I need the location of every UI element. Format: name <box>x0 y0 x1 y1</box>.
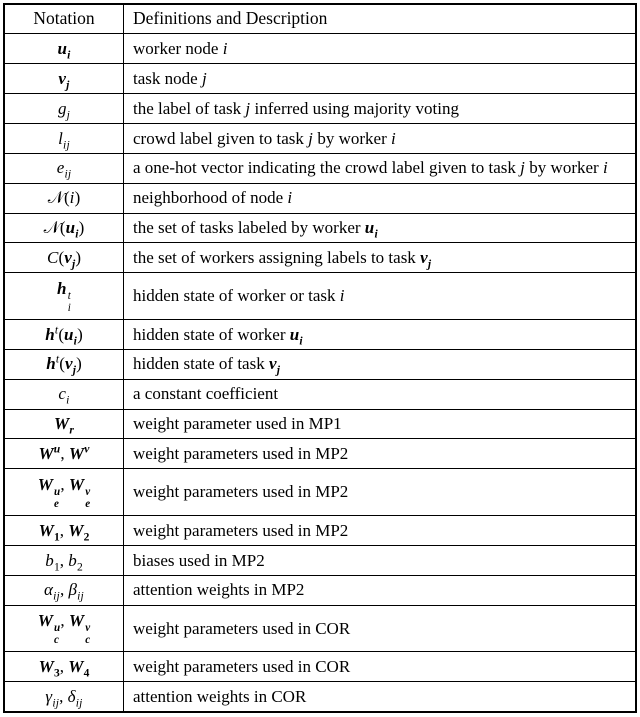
description-cell: crowd label given to task j by worker i <box>124 123 637 153</box>
table-row <box>4 681 636 712</box>
notation-cell: $b_1$, $b_2$ <box>4 545 124 575</box>
table-header <box>4 4 636 33</box>
description-cell: the set of tasks labeled by worker $u_i$ <box>124 213 637 243</box>
notation-cell: $C(v_j)$ <box>4 243 124 273</box>
table-row <box>4 515 636 545</box>
description-cell: the label of task j inferred using majority voting <box>124 93 637 123</box>
notation-cell: W u c , W v c <box>4 605 124 651</box>
table-row <box>4 243 636 273</box>
description-cell: weight parameters used in COR <box>124 605 637 651</box>
table-row <box>4 545 636 575</box>
table-row <box>4 651 636 681</box>
definitions-column-header: Definitions and Description <box>124 4 637 33</box>
table-row <box>4 183 636 213</box>
notation-cell: W u e , W v e <box>4 469 124 515</box>
notation-cell: $h^t(u_i)$ <box>4 319 124 349</box>
table-row <box>4 93 636 123</box>
description-cell: neighborhood of node i <box>124 183 637 213</box>
notation-cell: $𝒩(u_i)$ <box>4 213 124 243</box>
table-row <box>4 319 636 349</box>
table-row <box>4 409 636 439</box>
notation-cell: $W_r$ <box>4 409 124 439</box>
notation-cell: $u_i$ <box>4 33 124 63</box>
table-row <box>4 213 636 243</box>
notation-cell: $h^t(v_j)$ <box>4 349 124 379</box>
notation-cell: $c_i$ <box>4 379 124 409</box>
description-cell: hidden state of worker $u_i$ <box>124 319 637 349</box>
description-cell: weight parameters used in MP2 <box>124 469 637 515</box>
notation-cell: $v_j$ <box>4 63 124 93</box>
description-cell: weight parameter used in MP1 <box>124 409 637 439</box>
notation-cell: $g_j$ <box>4 93 124 123</box>
table-body <box>4 33 636 712</box>
description-cell: worker node i <box>124 33 637 63</box>
notation-column-header: Notation <box>4 4 124 33</box>
notation-cell: $l_{ij}$ <box>4 123 124 153</box>
header-row <box>4 4 636 33</box>
description-cell: hidden state of worker or task i <box>124 273 637 319</box>
notation-table <box>3 3 637 713</box>
notation-cell: $W^u$, $W^v$ <box>4 439 124 469</box>
notation-cell: $W_3$, $W_4$ <box>4 651 124 681</box>
table-row <box>4 469 636 515</box>
description-cell: attention weights in COR <box>124 681 637 712</box>
table-row <box>4 349 636 379</box>
table-row <box>4 33 636 63</box>
table-row <box>4 63 636 93</box>
notation-cell: 𝒩(i) <box>4 183 124 213</box>
table-row <box>4 439 636 469</box>
notation-cell: $\gamma_{ij}$, $\delta_{ij}$ <box>4 681 124 712</box>
table-row <box>4 605 636 651</box>
description-cell: attention weights in MP2 <box>124 575 637 605</box>
notation-cell: h t i <box>4 273 124 319</box>
notation-cell: $W_1$, $W_2$ <box>4 515 124 545</box>
description-cell: hidden state of task $v_j$ <box>124 349 637 379</box>
table-row <box>4 153 636 183</box>
table-row <box>4 575 636 605</box>
description-cell: the set of workers assigning labels to task $v_j$ <box>124 243 637 273</box>
notation-cell: $e_{ij}$ <box>4 153 124 183</box>
description-cell: weight parameters used in MP2 <box>124 439 637 469</box>
description-cell: task node j <box>124 63 637 93</box>
description-cell: weight parameters used in MP2 <box>124 515 637 545</box>
table-row <box>4 273 636 319</box>
description-cell: biases used in MP2 <box>124 545 637 575</box>
description-cell: a one-hot vector indicating the crowd label given to task j by worker i <box>124 153 637 183</box>
table-row <box>4 379 636 409</box>
notation-cell: $\alpha_{ij}$, $\beta_{ij}$ <box>4 575 124 605</box>
description-cell: a constant coefficient <box>124 379 637 409</box>
description-cell: weight parameters used in COR <box>124 651 637 681</box>
table-row <box>4 123 636 153</box>
